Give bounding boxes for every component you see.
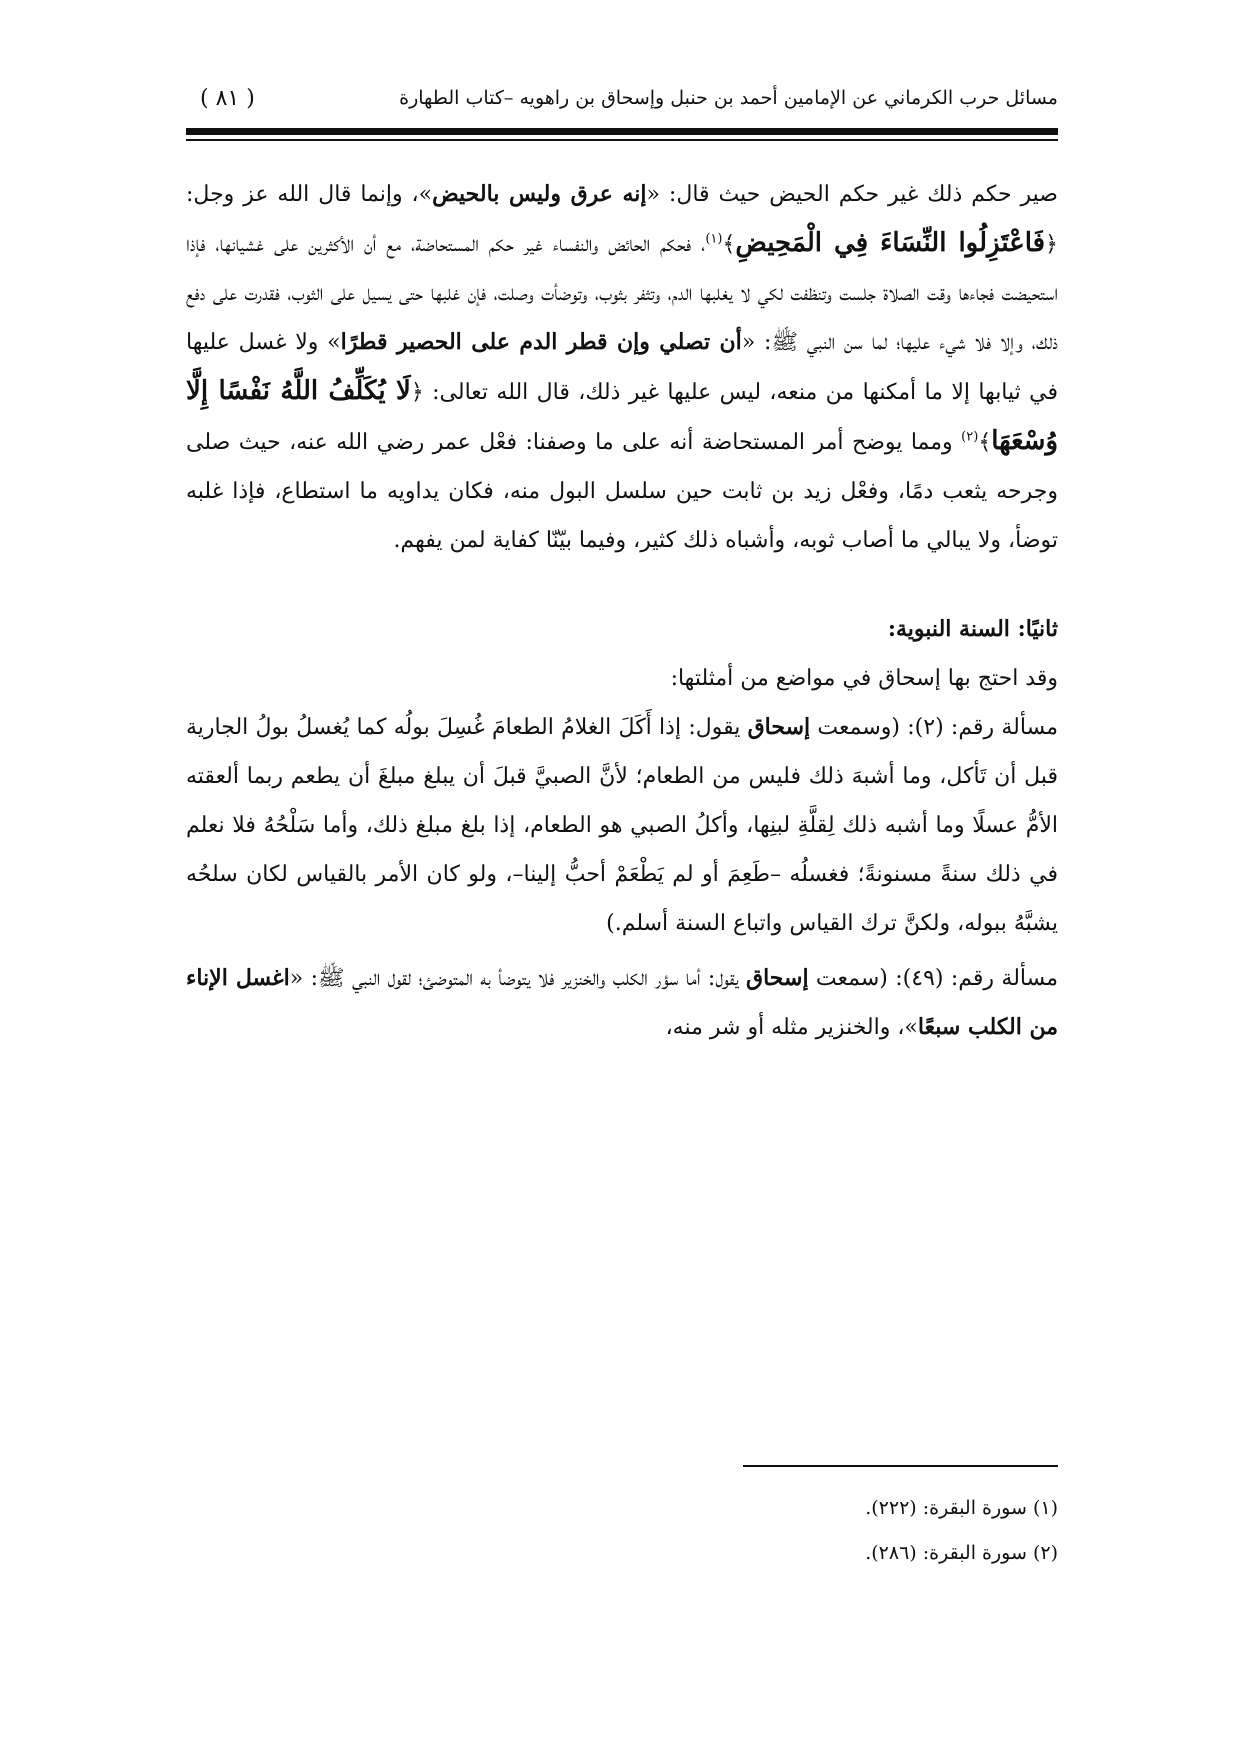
text-run: » ولا غسل عليها في ثيابها إلا ما أمكنها من منعه، ليس عليها غير ذلك، قال الله تعالى: ﴿	[186, 330, 1058, 405]
paragraph-mas-ala-2	[186, 703, 1058, 948]
footnote-ref: (٢)	[961, 429, 979, 445]
footnote-2: (٢) سورة البقرة: (٢٨٦).	[865, 1542, 1058, 1564]
page-number: ( ٨١ )	[200, 85, 255, 111]
main-text	[186, 170, 1058, 1052]
text-run: »، والخنزير مثله أو شر منه،	[665, 1015, 918, 1040]
text-run: ، فحكم الحائض والنفساء غير حكم المستحاضة، مع أن الأكثرين على غشيانها، فإذا استحيضت فجاءها وقت الصلاة جلست وتنظفت لكي لا يغلبها الدم، وتثفر بثوب، وتوضأت وصلت، فإن غلبها حتى يسيل على الثوب، فقدرت على دفع ذلك، وإلا فلا شيء عليها؛ لما سن النبي ﷺ: «	[186, 232, 1059, 355]
footnote-1: (١) سورة البقرة: (٢٢٢).	[865, 1497, 1058, 1519]
section-title: ثانيًا: السنة النبوية:	[887, 616, 1058, 642]
intro-line: وقد احتج بها إسحاق في مواضع من أمثلتها:	[670, 666, 1058, 691]
running-header	[186, 78, 1058, 118]
text-run: صير حكم ذلك غير حكم الحيض حيث قال: «	[646, 182, 1058, 207]
text-run: مسألة رقم: (٢): (وسمعت	[810, 715, 1058, 740]
header-rule-thick	[186, 128, 1058, 135]
footnote-ref: (١)	[705, 231, 723, 247]
footnotes	[186, 1486, 1058, 1576]
paragraph-mas-ala-49	[186, 954, 1058, 1052]
text-run: يقول: إذا أَكَلَ الغلامُ الطعامَ غُسِلَ بولُه كما يُغسلُ بولُ الجارية قبل أن تَأكل، وما أشبهَ ذلك فليس من الطعام؛ لأنَّ الصبيَّ قبلَ أن يبلغ مبلغَ أن يطعم ربما ألعقته الأمُّ عسلًا وما أشبه ذلك لِقلَّةِ لبنِها، وأكلُ الصبي هو الطعام، إذا بلغ مبلغ ذلك، وأما سَلْحُهُ فلا نعلم في ذلك سنةً مسنونةً؛ فغسلُه –طَعِمَ أو لم يَطْعَمْ أحبُّ إلينا–، ولو كان الأمر بالقياس لكان سلحُه يشبَّهُ ببوله، ولكنَّ ترك القياس واتباع السنة أسلم.)	[186, 715, 1058, 936]
footnote-separator	[743, 1465, 1058, 1467]
text-run: مسألة رقم: (٤٩): (سمعت	[808, 966, 1059, 991]
text-run: ومما يوضح أمر المستحاضة أنه على ما وصفنا: فعْل عمر رضي الله عنه، حيث صلى وجرحه يثعب دمًا، وفعْل زيد بن ثابت حين سلسل البول منه، فكان يداويه ما استطاع، فإذا غلبه توضأ، ولا يبالي ما أصاب ثوبه، وأشباه ذلك كثير، وفيما بيّنّا كفاية لمن يفهم.	[186, 430, 1058, 553]
quran-verse: لَا يُكَلِّفُ اللَّهُ نَفْسًا إِلَّا وُسْعَهَا	[186, 376, 1058, 456]
hadith-quote: أن تصلي وإن قطر الدم على الحصير قطرًا	[340, 329, 742, 355]
paragraph-istihada	[186, 170, 1058, 565]
header-rule-thin	[186, 139, 1058, 141]
text-run: ﴾	[978, 430, 992, 455]
header-title: مسائل حرب الكرماني عن الإمامين أحمد بن حنبل وإسحاق بن راهويه –كتاب الطهارة	[399, 87, 1058, 109]
text-run: ﴾	[722, 232, 736, 257]
narrator-name: إسحاق	[746, 965, 809, 991]
hadith-quote: اغسل الإناء من الكلب سبعًا	[186, 965, 1058, 1040]
text-run: »، وإنما قال الله عز وجل: ﴿	[186, 182, 1058, 257]
narrator-name: إسحاق	[747, 714, 811, 740]
text-run: يقول: أما سؤر الكلب والخنزير فلا يتوضأ به المتوضئ؛ لقول النبي ﷺ: «	[289, 966, 747, 991]
quran-verse: فَاعْتَزِلُوا النِّسَاءَ فِي الْمَحِيضِ	[735, 228, 1046, 258]
hadith-quote: إنه عرق وليس بالحيض	[432, 181, 647, 207]
